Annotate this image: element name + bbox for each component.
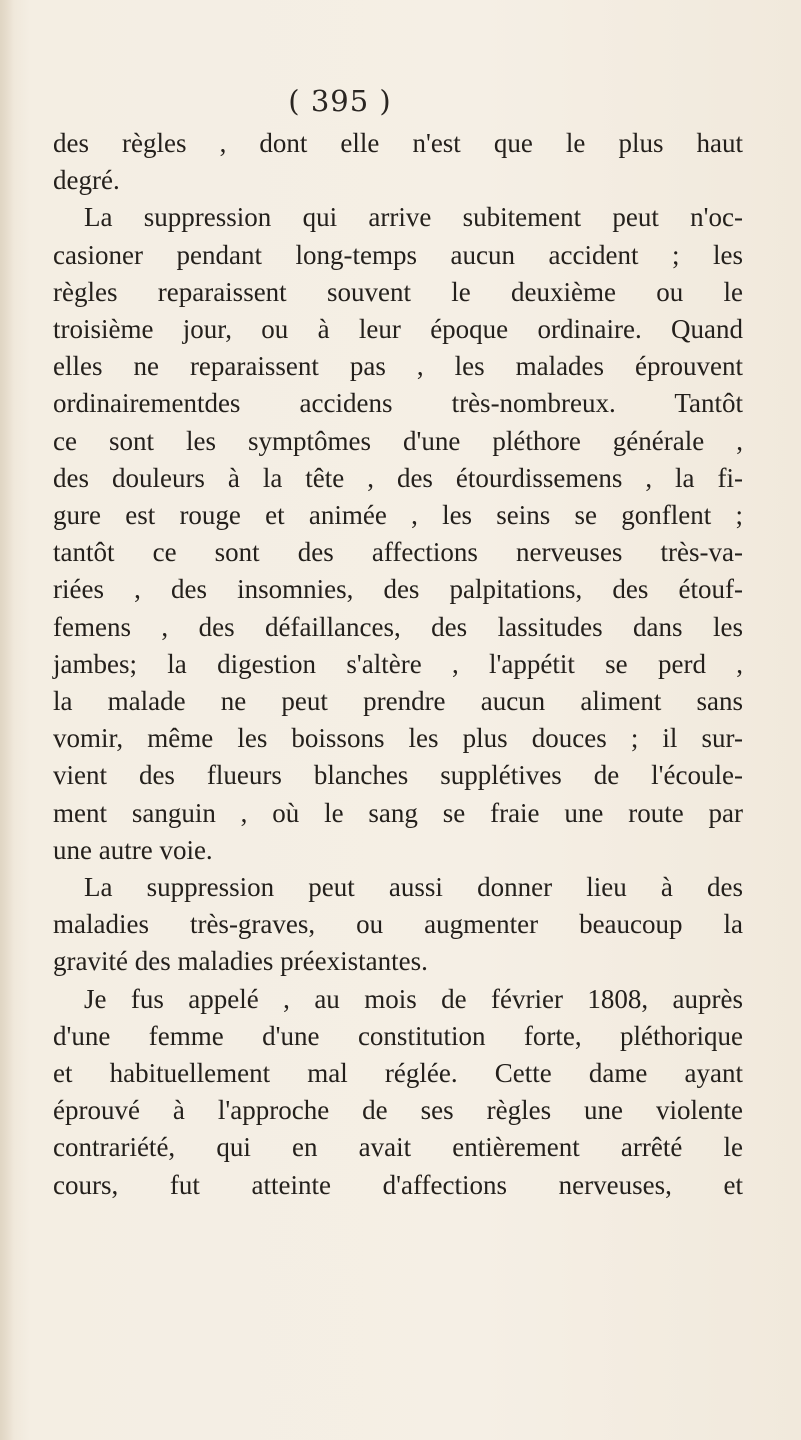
body-text <box>53 125 743 1204</box>
text-line: riées , des insomnies, des palpitations, des étouf- <box>53 574 743 605</box>
text-line: d'une femme d'une constitution forte, pléthorique <box>53 1020 743 1051</box>
text-line: tantôt ce sont des affections nerveuses très-va- <box>53 537 743 568</box>
text-line: troisième jour, ou à leur époque ordinaire. Quand <box>53 314 743 345</box>
text-line: casioner pendant long-temps aucun accident ; les <box>53 239 743 270</box>
text-line: des règles , dont elle n'est que le plus haut <box>53 128 743 158</box>
text-line: jambes; la digestion s'altère , l'appétit se perd , <box>53 648 743 679</box>
page-gutter-shadow <box>0 0 14 1440</box>
text-line: degré. <box>53 165 120 196</box>
text-line: cours, fut atteinte d'affections nerveuses, et <box>53 1169 743 1200</box>
text-line: et habituellement mal réglée. Cette dame ayant <box>53 1058 743 1089</box>
text-line: La suppression qui arrive subitement peut n'oc- <box>84 202 743 233</box>
text-line: une autre voie. <box>53 834 213 865</box>
text-line: gravité des maladies préexistantes. <box>53 946 428 977</box>
text-line: maladies très-graves, ou augmenter beaucoup la <box>53 909 743 940</box>
text-line: contrariété, qui en avait entièrement arrêté le <box>53 1132 743 1163</box>
text-line: La suppression peut aussi donner lieu à des <box>84 872 743 903</box>
text-line: ment sanguin , où le sang se fraie une route par <box>53 797 743 828</box>
text-line: vomir, même les boissons les plus douces ; il sur- <box>53 723 743 754</box>
text-line: elles ne reparaissent pas , les malades éprouvent <box>53 351 743 382</box>
text-line: éprouvé à l'approche de ses règles une violente <box>53 1095 743 1126</box>
text-line: ce sont les symptômes d'une pléthore générale , <box>53 425 743 456</box>
text-line: la malade ne peut prendre aucun aliment sans <box>53 686 743 717</box>
text-line: ordinairementdes accidens très-nombreux. Tantôt <box>53 388 743 419</box>
text-line: des douleurs à la tête , des étourdissemens , la fi- <box>53 462 743 493</box>
text-line: Je fus appelé , au mois de février 1808, auprès <box>84 983 743 1014</box>
page-number: ( 395 ) <box>288 84 392 118</box>
text-line: gure est rouge et animée , les seins se gonflent ; <box>53 500 743 531</box>
text-line: femens , des défaillances, des lassitudes dans les <box>53 611 743 642</box>
text-line: vient des flueurs blanches supplétives de l'écoule- <box>53 760 743 791</box>
text-line: règles reparaissent souvent le deuxième ou le <box>53 276 743 307</box>
